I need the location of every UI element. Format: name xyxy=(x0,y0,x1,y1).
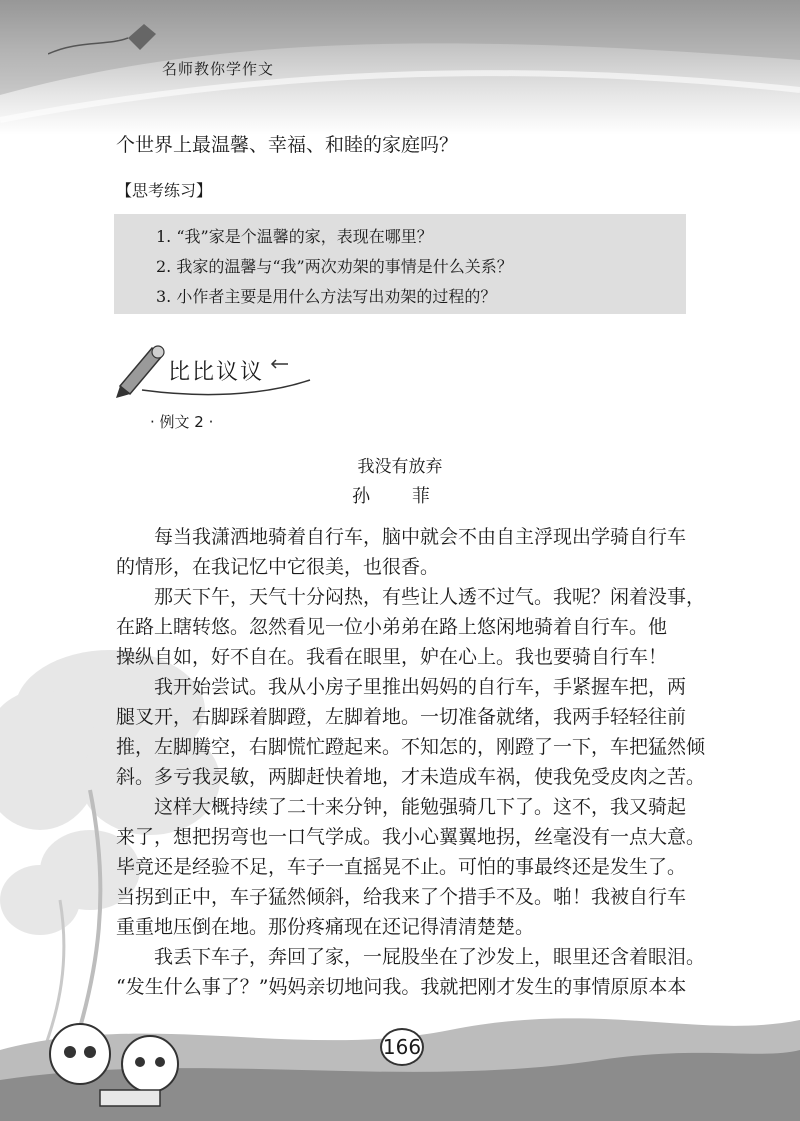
text-line: 的情形，在我记忆中它很美，也很香。 xyxy=(116,556,440,578)
article-title: 我没有放弃 xyxy=(357,457,443,477)
text-line: 操纵自如，好不自在。我看在眼里，妒在心上。我也要骑自行车！ xyxy=(116,646,668,668)
section-label: 【思考练习】 xyxy=(116,181,213,200)
article-body xyxy=(116,522,706,1002)
exercise-item: 2. 我家的温馨与“我”两次劝架的事情是什么关系？ xyxy=(156,257,513,276)
text-line: 个世界上最温馨、幸福、和睦的家庭吗？ xyxy=(116,134,459,156)
text-line: 那天下午，天气十分闷热，有些让人透不过气。我呢？闲着没事， xyxy=(154,586,706,608)
text-line: 重重地压倒在地。那份疼痛现在还记得清清楚楚。 xyxy=(116,916,535,938)
text-line: 我丢下车子，奔回了家，一屁股坐在了沙发上，眼里还含着眼泪。 xyxy=(154,946,706,968)
text-line: 毕竟还是经验不足，车子一直摇晃不止。可怕的事最终还是发生了。 xyxy=(116,856,687,878)
example-label: · 例文 2 · xyxy=(150,413,214,431)
page-number: 166 xyxy=(380,1028,424,1066)
exercise-box xyxy=(114,214,686,314)
text-line: 这样大概持续了二十来分钟，能勉强骑几下了。这不，我又骑起 xyxy=(154,796,687,818)
exercise-item: 1. “我”家是个温馨的家，表现在哪里？ xyxy=(156,227,433,246)
text-line: 我开始尝试。我从小房子里推出妈妈的自行车，手紧握车把，两 xyxy=(154,676,687,698)
kite-icon xyxy=(48,20,158,60)
text-line: 推，左脚腾空，右脚慌忙蹬起来。不知怎的，刚蹬了一下，车把猛然倾 xyxy=(116,736,706,758)
text-line: 在路上瞎转悠。忽然看见一位小弟弟在路上悠闲地骑着自行车。他 xyxy=(116,616,668,638)
exercise-item: 3. 小作者主要是用什么方法写出劝架的过程的？ xyxy=(156,287,497,306)
text-line: 来了，想把拐弯也一口气学成。我小心翼翼地拐，丝毫没有一点大意。 xyxy=(116,826,706,848)
running-head: 名师教你学作文 xyxy=(162,60,275,78)
article-author: 孙 菲 xyxy=(352,486,448,507)
text-line: “发生什么事了？”妈妈亲切地问我。我就把刚才发生的事情原原本本 xyxy=(116,976,687,998)
section-title: 比比议议 xyxy=(168,360,265,385)
text-line: 当拐到正中，车子猛然倾斜，给我来了个措手不及。啪！我被自行车 xyxy=(116,886,687,908)
text-line: 斜。多亏我灵敏，两脚赶快着地，才未造成车祸，使我免受皮肉之苦。 xyxy=(116,766,706,788)
text-line: 每当我潇洒地骑着自行车，脑中就会不由自主浮现出学骑自行车 xyxy=(154,526,687,548)
continuation-text xyxy=(116,130,688,160)
text-line: 腿叉开，右脚踩着脚蹬，左脚着地。一切准备就绪，我两手轻轻往前 xyxy=(116,706,687,728)
mascot-characters-icon xyxy=(30,1012,210,1112)
